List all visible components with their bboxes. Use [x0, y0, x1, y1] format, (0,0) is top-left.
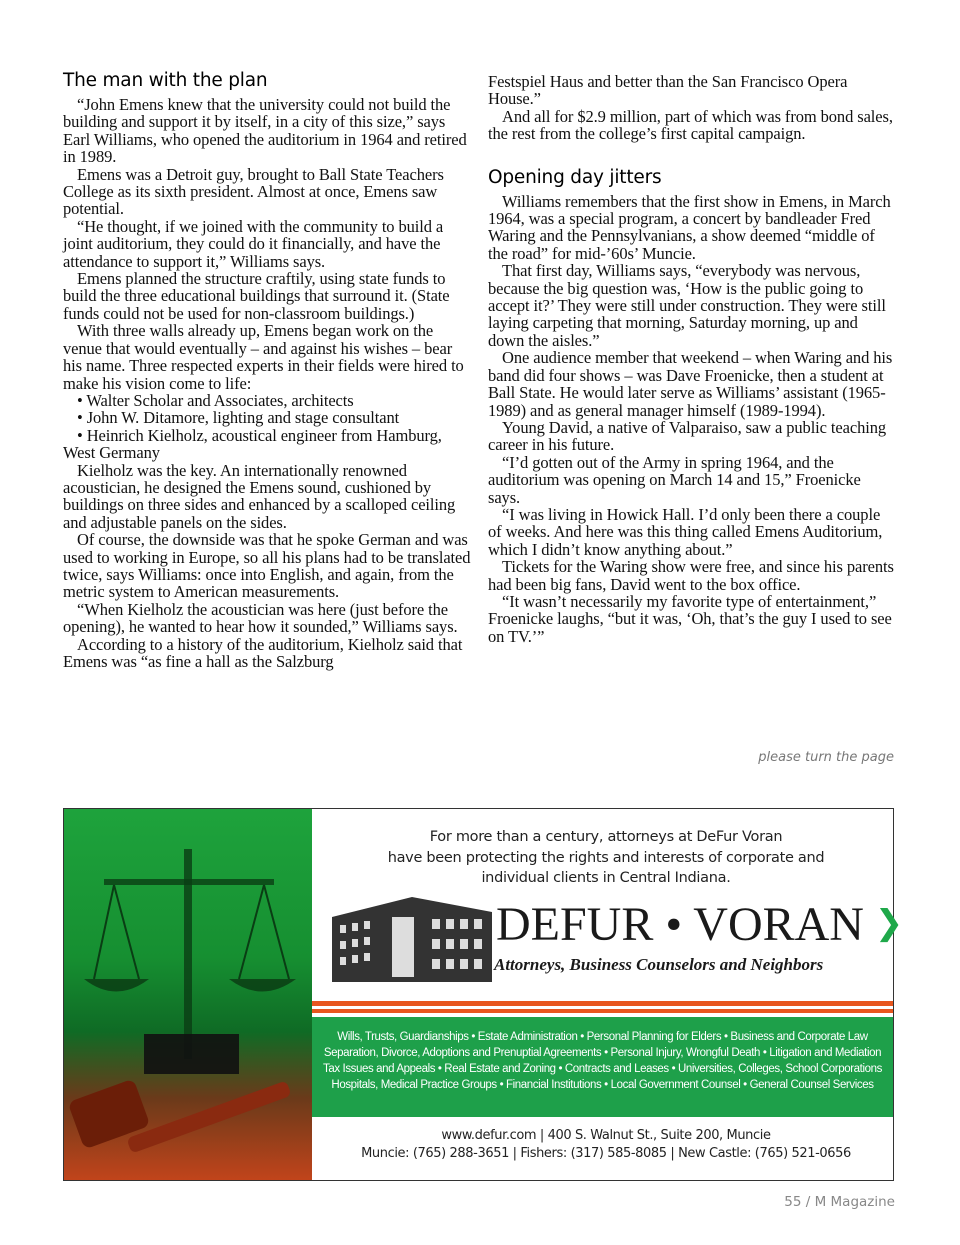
paragraph: Festspiel Haus and better than the San Francisco Opera House.” — [488, 72, 848, 109]
paragraph: Emens planned the structure craftily, using state funds to build the three educational buildings that surround it. (State funds could not be used for non-classroom buildings.) — [63, 269, 450, 323]
paragraph: “He thought, if we joined with the community to build a joint auditorium, they could do it financially, and have the attendance to support it,” Williams says. — [63, 216, 444, 271]
paragraph: Of course, the downside was that he spoke German and was used to working in Europe, so all his plans had to be translated twice, says Williams: once into English, and again, from the metric system to American measurements. — [63, 530, 471, 602]
paragraph: “I’d gotten out of the Army in spring 1964, and the auditorium was opening on March 14 and 15,” Froenicke says. — [488, 452, 861, 507]
services-list: Wills, Trusts, Guardianships • Estate Administration • Personal Planning for Elders • Business and Corporate Law Separation, Divorce, Adoptions and Prenuptial Agreements • Personal Injury, Wrongful Death • Litigation and Mediation Tax Issues and Appeals • Real Estate and Zoning • Contracts and Leases • Universities, Colleges, School Corporations Hospitals, Medical Practice Groups • Financial Institutions • Local Government Counsel • General Counsel Services — [312, 1017, 893, 1117]
defur-voran-advertisement — [63, 808, 904, 1181]
ad-tagline: Attorneys, Business Counselors and Neighbors — [494, 955, 824, 974]
paragraph: “It wasn’t necessarily my favorite type of entertainment,” Froenicke laughs, “but it was, ‘Oh, that’s the guy I used to see on TV.’” — [488, 591, 892, 646]
paragraph: One audience member that weekend – when Waring and his band did four shows – was Dave Froenicke, then a student at Ball State. He would later serve as Williams’ assistant (1965-1989) and as general manager himself (1989-1994). — [488, 348, 893, 420]
bullet-item: • John W. Ditamore, lighting and stage consultant — [77, 408, 400, 428]
paragraph: And all for $2.9 million, part of which was from bond sales, the rest from the college’s first capital campaign. — [488, 106, 893, 144]
paragraph: Emens was a Detroit guy, brought to Ball State Teachers College as its sixth president. Almost at once, Emens saw potential. — [63, 164, 444, 219]
ad-intro-copy: For more than a century, attorneys at DeFur Voran have been protecting the rights and interests of corporate and individual clients in Central Indiana. — [387, 829, 825, 886]
website-link[interactable]: www.defur.com | 400 S. Walnut St., Suite 200, Muncie — [441, 1128, 771, 1143]
paragraph: Young David, a native of Valparaiso, saw a public teaching career in his future. — [488, 417, 887, 455]
office-building-icon — [322, 887, 497, 987]
contact-info: www.defur.com | 400 S. Walnut St., Suite 200, Muncie Muncie: (765) 288-3651 | Fishers: (317) 585-8085 | New Castle: (765) 521-0656 — [326, 1127, 886, 1163]
paragraph: “I was living in Howick Hall. I’d only been there a couple of weeks. And here was this thing called Emens Auditorium, which I didn’t know anything about.” — [488, 504, 883, 559]
page-footer: 55 / M Magazine — [784, 1194, 895, 1210]
paragraph: Tickets for the Waring show were free, and since his parents had been big fans, David went to the box office. — [488, 557, 894, 594]
bullet-item: • Heinrich Kielholz, acoustical engineer from Hamburg, West Germany — [63, 425, 442, 463]
bullet-item: • Walter Scholar and Associates, architects — [77, 390, 354, 410]
turn-page-note: please turn the page — [758, 750, 894, 765]
paragraph: That first day, Williams says, “everybody was nervous, because the big question was, ‘How is the public going to accept it?’ They were still under construction. They were still laying carpeting that morning, Saturday morning, up and down the aisles.” — [488, 261, 886, 350]
right-column — [488, 73, 896, 645]
scales-gavel-image — [64, 809, 312, 1180]
chevron-right-icon: ❯ — [863, 903, 904, 943]
section-heading-jitters: Opening day jitters — [488, 166, 662, 188]
scales-of-justice-icon — [64, 809, 312, 1180]
defur-voran-logo: DEFUR • VORAN ❯ — [496, 898, 904, 951]
paragraph: With three walls already up, Emens began work on the venue that would eventually – and against his wishes – bear his name. Three respected experts in their fields were hired to make his vision come to life: — [63, 321, 464, 393]
divider — [312, 1009, 893, 1013]
paragraph: “John Emens knew that the university could not build the building and support it by itself, in a city of this size,” says Earl Williams, who opened the auditorium in 1964 and retired in 1989. — [63, 95, 467, 167]
paragraph: Kielholz was the key. An internationally renowned acoustician, he designed the Emens sound, cushioned by buildings on three sides and enhanced by a scalloped ceiling and adjustable panels on the sides. — [63, 460, 456, 532]
paragraph: “When Kielholz the acoustician was here (just before the opening), he wanted to hear how it sounded,” Williams says. — [63, 599, 458, 637]
left-column — [63, 70, 471, 670]
paragraph: According to a history of the auditorium, Kielholz said that Emens was “as fine a hall as the Salzburg — [63, 634, 463, 671]
paragraph: Williams remembers that the first show in Emens, in March 1964, was a special program, a concert by bandleader Fred Waring and the Pennsylvanians, a show deemed “middle of the road” for mid-’60s’ Muncie. — [488, 191, 891, 263]
section-heading-plan: The man with the plan — [63, 70, 268, 91]
